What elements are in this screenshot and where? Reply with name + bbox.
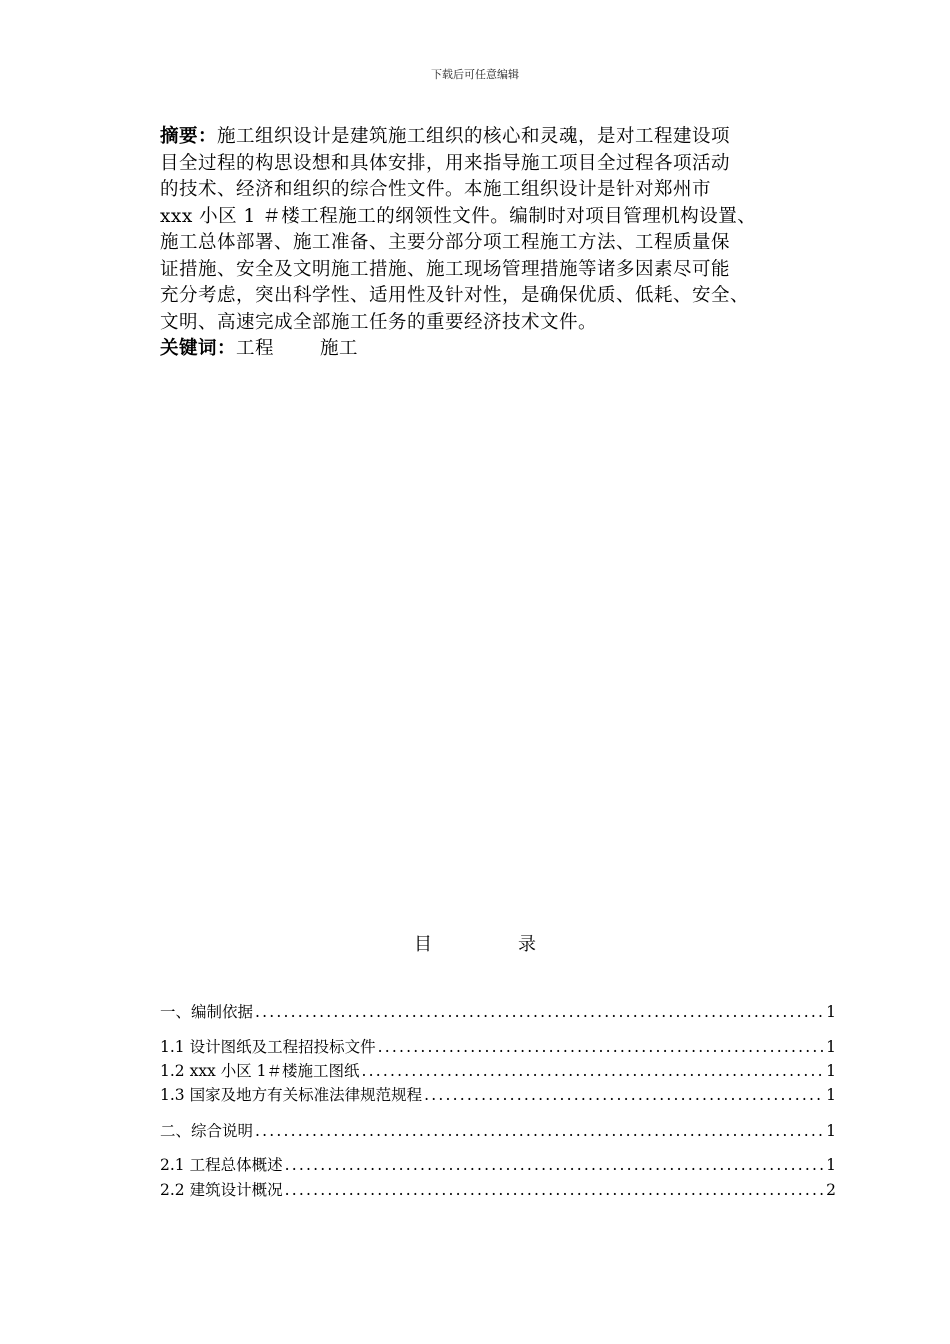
toc-entry[interactable] bbox=[160, 1178, 836, 1202]
abstract-line: 目全过程的构思设想和具体安排，用来指导施工项目全过程各项活动 bbox=[160, 152, 731, 174]
toc-page-number: 1 bbox=[826, 1086, 836, 1104]
abstract-line: 充分考虑，突出科学性、适用性及针对性，是确保优质、低耗、安全、 bbox=[160, 285, 750, 306]
abstract-line bbox=[160, 124, 850, 151]
toc-title: 目 录 bbox=[414, 934, 570, 955]
abstract-line: 文明、高速完成全部施工任务的重要经济技术文件。 bbox=[160, 311, 598, 333]
toc-entry-text: 一、编制依据 bbox=[160, 1003, 254, 1021]
abstract-line: xxx 小区 1 ＃楼工程施工的纲领性文件。编制时对项目管理机构设置、 bbox=[160, 205, 757, 227]
toc-leader bbox=[285, 1156, 825, 1174]
toc-entry-text: 1.1 设计图纸及工程招投标文件 bbox=[160, 1038, 376, 1056]
toc-page-number: 1 bbox=[826, 1003, 836, 1021]
toc-page-number: 1 bbox=[826, 1156, 836, 1174]
abstract-section bbox=[160, 124, 850, 363]
toc-entry[interactable] bbox=[160, 1119, 836, 1143]
abstract-line: 证措施、安全及文明施工措施、施工现场管理措施等诸多因素尽可能 bbox=[160, 258, 731, 280]
toc-leader bbox=[255, 1122, 824, 1140]
toc-entry-text: 1.2 xxx 小区 1＃楼施工图纸 bbox=[160, 1062, 360, 1080]
abstract-text: 施工组织设计是建筑施工组织的核心和灵魂，是对工程建设项 bbox=[217, 126, 731, 147]
abstract-line: 施工总体部署、施工准备、主要分部分项工程施工方法、工程质量保 bbox=[160, 232, 731, 253]
toc-page-number: 2 bbox=[826, 1181, 836, 1199]
toc-page-number: 1 bbox=[826, 1122, 836, 1140]
toc-page-number: 1 bbox=[826, 1062, 836, 1080]
abstract-line: 的技术、经济和组织的综合性文件。本施工组织设计是针对郑州市 bbox=[160, 179, 712, 200]
page-header: 下载后可任意编辑 bbox=[431, 68, 519, 81]
toc-entry[interactable] bbox=[160, 1000, 836, 1024]
toc-entry-text: 二、综合说明 bbox=[160, 1122, 254, 1140]
toc-entry[interactable] bbox=[160, 1153, 836, 1177]
toc-entry-text: 2.2 建筑设计概况 bbox=[160, 1181, 283, 1199]
toc-leader bbox=[362, 1062, 825, 1080]
toc-entry-text: 1.3 国家及地方有关标准法律规范规程 bbox=[160, 1086, 423, 1104]
abstract-label: 摘要： bbox=[160, 126, 218, 147]
keywords-label: 关键词： bbox=[160, 338, 237, 359]
keywords-line bbox=[160, 336, 850, 363]
toc-page-number: 1 bbox=[826, 1038, 836, 1056]
keyword: 施工 bbox=[320, 338, 359, 359]
keyword: 工程 bbox=[236, 338, 275, 359]
toc-entry[interactable] bbox=[160, 1059, 836, 1083]
toc-leader bbox=[424, 1086, 824, 1104]
toc-entry[interactable] bbox=[160, 1083, 836, 1107]
toc-leader bbox=[285, 1181, 825, 1199]
toc-leader bbox=[255, 1003, 824, 1021]
toc-leader bbox=[378, 1038, 825, 1056]
toc-entry-text: 2.1 工程总体概述 bbox=[160, 1156, 283, 1174]
toc-entry[interactable] bbox=[160, 1035, 836, 1059]
